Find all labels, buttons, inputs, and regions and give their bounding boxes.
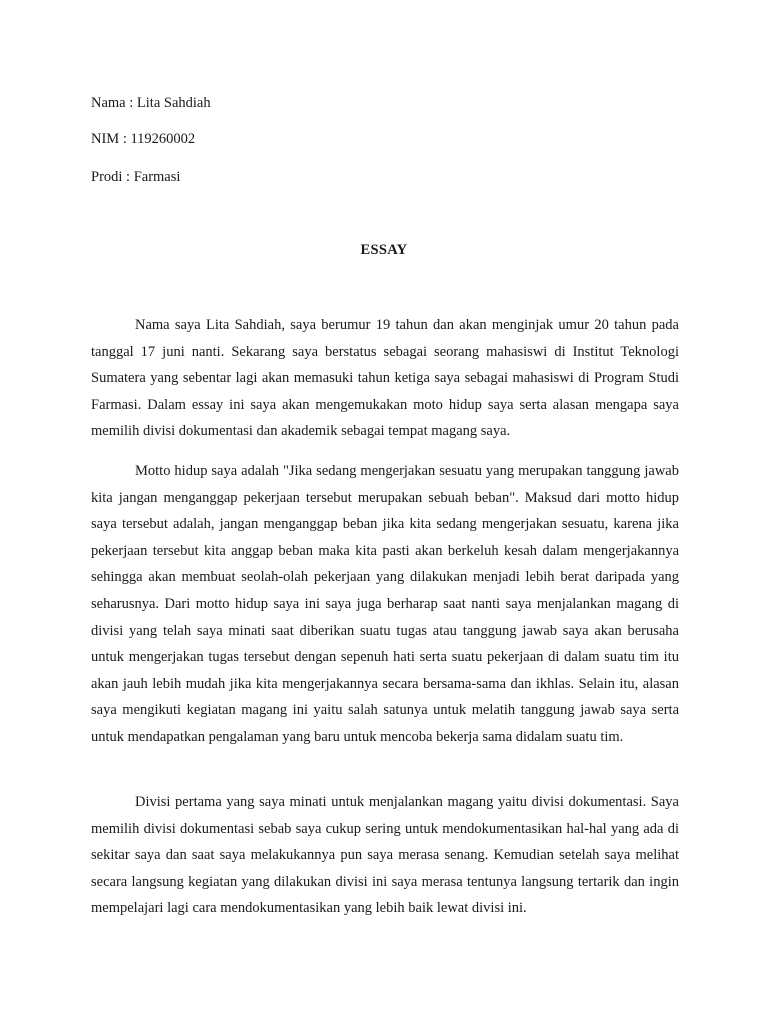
essay-paragraph-3: Divisi pertama yang saya minati untuk menjalankan magang yaitu divisi dokumentasi. Saya memilih divisi dokumentasi sebab saya cukup sering untuk mendokumentasikan hal-hal yang ada di sekitar saya dan saat saya melakukannya pun saya merasa senang. Kemudian setelah saya melihat secara langsung kegiatan yang dilakukan divisi ini saya merasa tentunya langsung tertarik dan ingin mempelajari lagi cara mendokumentasikan yang lebih baik lewat divisi ini. (91, 794, 679, 917)
study-program-line: Prodi : Farmasi (91, 169, 181, 185)
essay-paragraph-2: Motto hidup saya adalah "Jika sedang mengerjakan sesuatu yang merupakan tanggung jawab kita jangan menganggap pekerjaan tersebut merupakan sebuah beban". Maksud dari motto hidup saya tersebut adalah, jangan menganggap beban jika kita sedang mengerjakan sesuatu, karena jika pekerjaan tersebut kita anggap beban maka kita pasti akan berkeluh kesah dalam mengerjakannya sehingga akan membuat seolah-olah pekerjaan yang dilakukan menjadi lebih berat daripada yang seharusnya. Dari motto hidup saya ini saya juga berharap saat nanti saya menjalankan magang di divisi yang telah saya minati saat diberikan suatu tugas atau tanggung jawab saya akan berusaha untuk mengerjakan tugas tersebut dengan sepenuh hati serta suatu pekerjaan di dalam suatu tim itu akan jauh lebih mudah jika kita mengerjakannya secara bersama-sama dan ikhlas. Selain itu, alasan saya mengikuti kegiatan magang ini yaitu salah satunya untuk melatih tanggung jawab saya serta untuk mendapatkan pengalaman yang baru untuk mencoba bekerja sama didalam suatu tim. (91, 463, 679, 745)
student-nim-line: NIM : 119260002 (91, 131, 196, 147)
essay-title: ESSAY (360, 242, 408, 258)
essay-paragraph-1: Nama saya Lita Sahdiah, saya berumur 19 tahun dan akan menginjak umur 20 tahun pada tanggal 17 juni nanti. Sekarang saya berstatus sebagai seorang mahasiswi di Institut Teknologi Sumatera yang sebentar lagi akan memasuki tahun ketiga saya sebagai mahasiswi di Program Studi Farmasi. Dalam essay ini saya akan mengemukakan moto hidup saya serta alasan mengapa saya memilih divisi dokumentasi dan akademik sebagai tempat magang saya. (91, 317, 679, 440)
student-name-line: Nama : Lita Sahdiah (91, 95, 211, 111)
